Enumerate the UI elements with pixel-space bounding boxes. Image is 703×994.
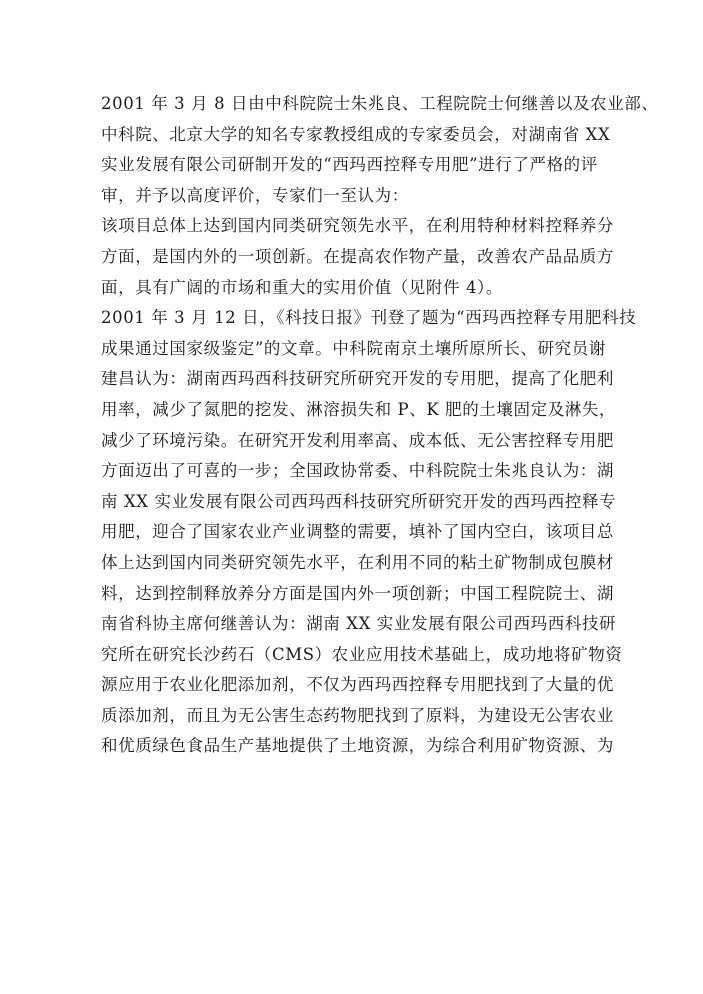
text-line: 南省科协主席何继善认为：湖南 XX 实业发展有限公司西玛西科技研 — [101, 614, 617, 634]
text-line: 中科院、北京大学的知名专家教授组成的专家委员会，对湖南省 XX — [101, 124, 611, 144]
text-line: 减少了环境污染。在研究开发利用率高、成本低、无公害控释专用肥 — [101, 430, 614, 450]
text-line: 面，具有广阔的市场和重大的实用价值（见附件 4）。 — [101, 277, 503, 297]
text-line: 该项目总体上达到国内同类研究领先水平，在利用特种材料控释养分 — [101, 216, 614, 236]
text-line: 和优质绿色食品生产基地提供了土地资源，为综合利用矿物资源、为 — [101, 736, 614, 756]
text-line: 2001 年 3 月 12 日，《科技日报》刊登了题为“西玛西控释专用肥科技 — [101, 308, 637, 328]
text-line: 体上达到国内同类研究领先水平，在利用不同的粘土矿物制成包膜材 — [101, 552, 614, 572]
text-line: 实业发展有限公司研制开发的“西玛西控释专用肥”进行了严格的评 — [101, 155, 598, 175]
text-line: 方面迈出了可喜的一步；全国政协常委、中科院院士朱兆良认为：湖 — [101, 461, 614, 481]
text-line: 成果通过国家级鉴定”的文章。中科院南京土壤所原所长、研究员谢 — [101, 338, 606, 358]
text-line: 建昌认为：湖南西玛西科技研究所研究开发的专用肥，提高了化肥利 — [101, 369, 614, 389]
text-line: 用率，减少了氮肥的挖发、淋溶损失和 P、K 肥的土壤固定及淋失， — [101, 399, 617, 419]
text-line: 审，并予以高度评价，专家们一至认为： — [101, 185, 409, 205]
text-line: 料，达到控制释放养分方面是国内外一项创新；中国工程院院士、湖 — [101, 583, 614, 603]
text-line: 质添加剂，而且为无公害生态药物肥找到了原料，为建设无公害农业 — [101, 705, 614, 725]
text-line: 方面，是国内外的一项创新。在提高农作物产量，改善农产品品质方 — [101, 246, 614, 266]
text-line: 南 XX 实业发展有限公司西玛西科技研究所研究开发的西玛西控释专 — [101, 491, 617, 511]
text-line: 源应用于农业化肥添加剂，不仅为西玛西控释专用肥找到了大量的优 — [101, 675, 614, 695]
document-body — [101, 89, 659, 762]
text-line: 究所在研究长沙药石（CMS）农业应用技术基础上，成功地将矿物资 — [101, 644, 623, 664]
text-line: 2001 年 3 月 8 日由中科院院士朱兆良、工程院院士何继善以及农业部、 — [101, 94, 659, 113]
text-line: 用肥，迎合了国家农业产业调整的需要，填补了国内空白，该项目总 — [101, 522, 614, 542]
